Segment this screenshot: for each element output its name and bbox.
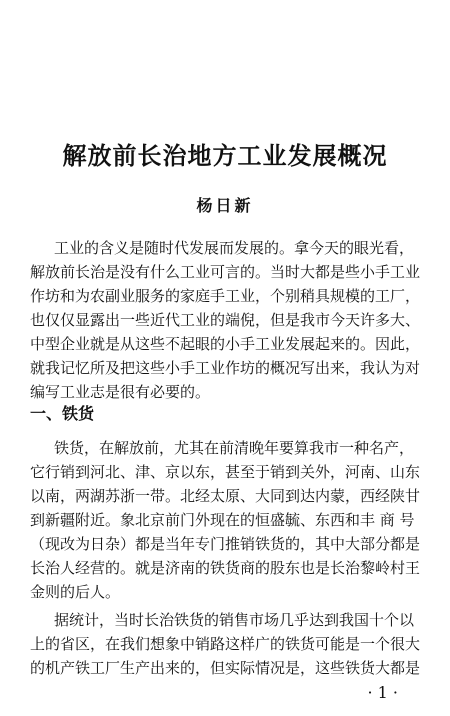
intro-line: 也仅仅显露出一些近代工业的端倪，但是我市今天许多大、 bbox=[30, 311, 421, 329]
body-line: 上的省区，在我们想象中销路这样广的铁货可能是一个很大 bbox=[30, 635, 421, 653]
article-title: 解放前长治地方工业发展概况 bbox=[62, 141, 388, 170]
body-line: 据统计，当时长治铁货的销售市场几乎达到我国十个以 bbox=[54, 611, 415, 629]
intro-line: 作坊和为农副业服务的家庭手工业，个别稍具规模的工厂， bbox=[30, 287, 421, 305]
body-line: 它行销到河北、津、京以东，甚至于销到关外，河南、山东 bbox=[30, 463, 421, 481]
section-heading: 一、铁货 bbox=[30, 404, 95, 423]
body-line: 以南，两湖苏浙一带。北经太原、大同到达内蒙，西经陕甘 bbox=[30, 487, 421, 505]
article-author: 杨日新 bbox=[196, 196, 254, 215]
body-line: 金则的后人。 bbox=[30, 583, 121, 601]
intro-line: 就我记忆所及把这些小手工业作坊的概况写出来，我认为对 bbox=[30, 359, 421, 377]
intro-line: 编写工业志是很有必要的。 bbox=[30, 383, 211, 401]
intro-line: 解放前长治是没有什么工业可言的。当时大都是些小手工业 bbox=[30, 263, 421, 281]
body-line: 的机产铁工厂生产出来的，但实际情况是，这些铁货大都是 bbox=[30, 659, 421, 677]
page-number-text: · 1 · bbox=[367, 683, 398, 702]
intro-line: 工业的含义是随时代发展而发展的。拿今天的眼光看， bbox=[54, 239, 415, 257]
intro-line: 中型企业就是从这些不起眼的小手工业发展起来的。因此， bbox=[30, 335, 421, 353]
body-line: 铁货，在解放前，尤其在前清晚年要算我市一种名产， bbox=[54, 439, 415, 457]
body-line: 到新疆附近。象北京前门外现在的恒盛毓、东西和丰 商 号 bbox=[30, 511, 415, 529]
body-line: 长治人经营的。就是济南的铁货商的股东也是长治黎岭村王 bbox=[30, 559, 421, 577]
body-line: （现改为日杂）都是当年专门推销铁货的，其中大部分都是 bbox=[30, 535, 421, 553]
